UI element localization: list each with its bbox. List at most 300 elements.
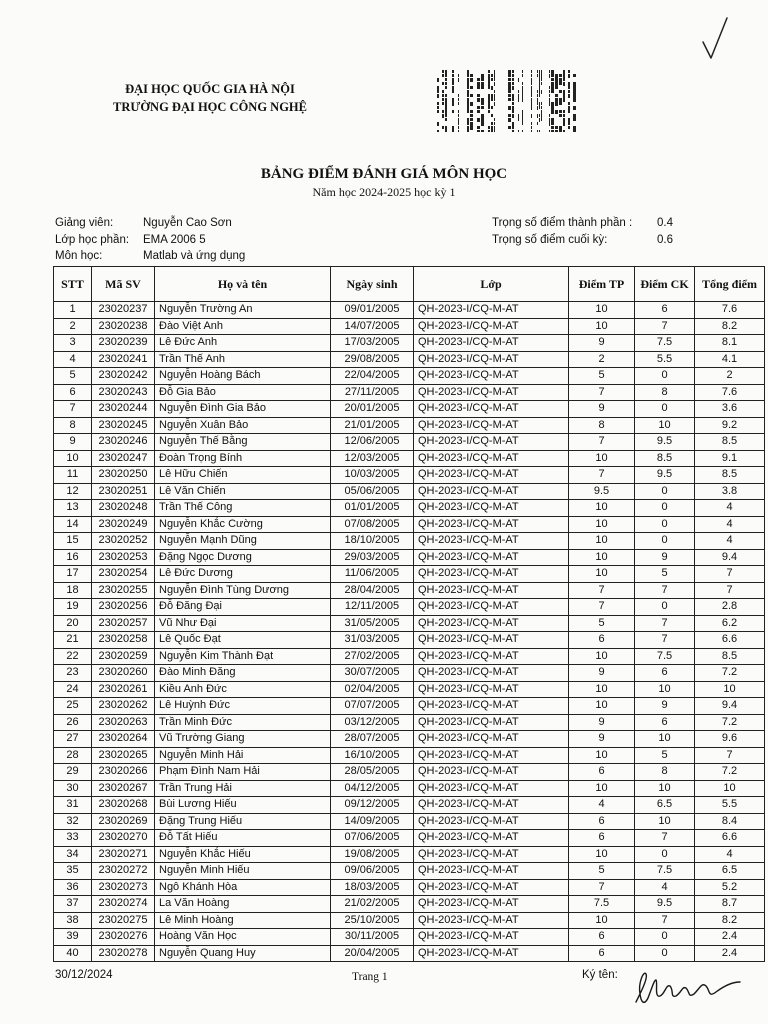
cell-student-id: 23020257 [92, 615, 155, 632]
cell-class: QH-2023-I/CQ-M-AT [414, 483, 569, 500]
table-row [54, 698, 765, 715]
table-row [54, 549, 765, 566]
table-row [54, 384, 765, 401]
cell-component-score: 5 [569, 615, 635, 632]
cell-component-score: 10 [569, 549, 635, 566]
cell-final-score: 7 [635, 615, 695, 632]
cell-full-name: Trần Trung Hải [155, 780, 331, 797]
school-name: TRƯỜNG ĐẠI HỌC CÔNG NGHỆ [113, 100, 307, 114]
cell-student-id: 23020252 [92, 533, 155, 550]
cell-birth-date: 17/03/2005 [331, 335, 414, 352]
cell-total-score: 8.2 [695, 318, 765, 335]
subject-value: Matlab và ứng dụng [143, 250, 246, 262]
cell-component-score: 9.5 [569, 483, 635, 500]
cell-final-score: 7 [635, 912, 695, 929]
cell-final-score: 10 [635, 681, 695, 698]
cell-final-score: 9.5 [635, 896, 695, 913]
cell-student-id: 23020268 [92, 797, 155, 814]
cell-total-score: 9.6 [695, 731, 765, 748]
table-row [54, 516, 765, 533]
cell-class: QH-2023-I/CQ-M-AT [414, 615, 569, 632]
cell-student-id: 23020247 [92, 450, 155, 467]
cell-stt: 18 [54, 582, 92, 599]
cell-final-score: 7 [635, 830, 695, 847]
component-weight-value: 0.4 [657, 217, 673, 229]
cell-class: QH-2023-I/CQ-M-AT [414, 747, 569, 764]
cell-stt: 19 [54, 599, 92, 616]
cell-full-name: Nguyễn Đình Tùng Dương [155, 582, 331, 599]
cell-component-score: 10 [569, 747, 635, 764]
cell-component-score: 10 [569, 450, 635, 467]
cell-final-score: 5 [635, 747, 695, 764]
cell-class: QH-2023-I/CQ-M-AT [414, 450, 569, 467]
cell-final-score: 6 [635, 665, 695, 682]
university-header [60, 80, 360, 116]
cell-final-score: 5 [635, 566, 695, 583]
table-row [54, 863, 765, 880]
cell-stt: 35 [54, 863, 92, 880]
cell-stt: 11 [54, 467, 92, 484]
cell-full-name: Vũ Như Đại [155, 615, 331, 632]
cell-student-id: 23020273 [92, 879, 155, 896]
cell-final-score: 10 [635, 417, 695, 434]
cell-class: QH-2023-I/CQ-M-AT [414, 929, 569, 946]
cell-final-score: 10 [635, 813, 695, 830]
cell-final-score: 7.5 [635, 335, 695, 352]
cell-full-name: Bùi Lương Hiếu [155, 797, 331, 814]
cell-birth-date: 19/08/2005 [331, 846, 414, 863]
cell-stt: 25 [54, 698, 92, 715]
cell-birth-date: 07/08/2005 [331, 516, 414, 533]
cell-component-score: 10 [569, 648, 635, 665]
cell-full-name: Phạm Đình Nam Hải [155, 764, 331, 781]
cell-full-name: Nguyễn Xuân Bảo [155, 417, 331, 434]
cell-class: QH-2023-I/CQ-M-AT [414, 516, 569, 533]
cell-total-score: 7.6 [695, 384, 765, 401]
cell-total-score: 7.6 [695, 302, 765, 319]
cell-component-score: 7 [569, 599, 635, 616]
table-row [54, 599, 765, 616]
cell-student-id: 23020255 [92, 582, 155, 599]
cell-final-score: 0 [635, 533, 695, 550]
cell-class: QH-2023-I/CQ-M-AT [414, 533, 569, 550]
cell-student-id: 23020270 [92, 830, 155, 847]
cell-stt: 22 [54, 648, 92, 665]
final-weight-value: 0.6 [657, 234, 673, 246]
cell-total-score: 6.6 [695, 830, 765, 847]
cell-class: QH-2023-I/CQ-M-AT [414, 846, 569, 863]
cell-full-name: Lê Minh Hoàng [155, 912, 331, 929]
cell-stt: 24 [54, 681, 92, 698]
cell-class: QH-2023-I/CQ-M-AT [414, 698, 569, 715]
cell-student-id: 23020246 [92, 434, 155, 451]
cell-stt: 12 [54, 483, 92, 500]
table-row [54, 368, 765, 385]
table-row [54, 318, 765, 335]
cell-total-score: 8.5 [695, 648, 765, 665]
cell-class: QH-2023-I/CQ-M-AT [414, 830, 569, 847]
cell-stt: 1 [54, 302, 92, 319]
cell-stt: 4 [54, 351, 92, 368]
cell-full-name: Đào Minh Đăng [155, 665, 331, 682]
cell-final-score: 8 [635, 384, 695, 401]
subject-label: Môn học: [55, 250, 103, 262]
cell-class: QH-2023-I/CQ-M-AT [414, 566, 569, 583]
table-row [54, 714, 765, 731]
cell-component-score: 5 [569, 863, 635, 880]
cell-stt: 32 [54, 813, 92, 830]
table-row [54, 483, 765, 500]
cell-total-score: 3.8 [695, 483, 765, 500]
cell-stt: 29 [54, 764, 92, 781]
cell-stt: 3 [54, 335, 92, 352]
cell-student-id: 23020274 [92, 896, 155, 913]
page-subtitle: Năm học 2024-2025 học kỳ 1 [312, 185, 456, 199]
cell-full-name: Trần Minh Đức [155, 714, 331, 731]
table-row [54, 632, 765, 649]
table-row [54, 681, 765, 698]
cell-total-score: 2 [695, 368, 765, 385]
cell-component-score: 10 [569, 566, 635, 583]
class-value: EMA 2006 5 [143, 234, 206, 246]
table-row [54, 434, 765, 451]
cell-full-name: Nguyễn Minh Hiếu [155, 863, 331, 880]
table-row [54, 813, 765, 830]
cell-full-name: Đoàn Trọng Bính [155, 450, 331, 467]
cell-full-name: Lê Đức Anh [155, 335, 331, 352]
cell-class: QH-2023-I/CQ-M-AT [414, 417, 569, 434]
cell-class: QH-2023-I/CQ-M-AT [414, 582, 569, 599]
cell-birth-date: 27/11/2005 [331, 384, 414, 401]
table-row [54, 335, 765, 352]
cell-birth-date: 22/04/2005 [331, 368, 414, 385]
cell-component-score: 9 [569, 335, 635, 352]
signature-label: Ký tên: [582, 969, 618, 981]
table-row [54, 929, 765, 946]
cell-component-score: 7 [569, 879, 635, 896]
cell-birth-date: 01/01/2005 [331, 500, 414, 517]
cell-component-score: 6 [569, 764, 635, 781]
cell-component-score: 10 [569, 318, 635, 335]
cell-student-id: 23020262 [92, 698, 155, 715]
cell-final-score: 8.5 [635, 450, 695, 467]
cell-component-score: 4 [569, 797, 635, 814]
cell-birth-date: 09/01/2005 [331, 302, 414, 319]
cell-class: QH-2023-I/CQ-M-AT [414, 632, 569, 649]
cell-total-score: 2.4 [695, 929, 765, 946]
cell-birth-date: 02/04/2005 [331, 681, 414, 698]
cell-final-score: 7 [635, 318, 695, 335]
cell-class: QH-2023-I/CQ-M-AT [414, 813, 569, 830]
header-full-name: Họ và tên [155, 267, 331, 302]
cell-final-score: 5.5 [635, 351, 695, 368]
cell-student-id: 23020265 [92, 747, 155, 764]
cell-component-score: 10 [569, 846, 635, 863]
cell-birth-date: 07/07/2005 [331, 698, 414, 715]
cell-class: QH-2023-I/CQ-M-AT [414, 797, 569, 814]
cell-student-id: 23020245 [92, 417, 155, 434]
cell-stt: 15 [54, 533, 92, 550]
cell-student-id: 23020261 [92, 681, 155, 698]
header-class: Lớp [414, 267, 569, 302]
component-weight-label: Trọng số điểm thành phần : [492, 217, 633, 229]
cell-final-score: 0 [635, 929, 695, 946]
cell-stt: 33 [54, 830, 92, 847]
cell-student-id: 23020275 [92, 912, 155, 929]
cell-full-name: Đỗ Gia Bảo [155, 384, 331, 401]
cell-component-score: 7 [569, 467, 635, 484]
header-birth-date: Ngày sinh [331, 267, 414, 302]
cell-full-name: Lê Văn Chiến [155, 483, 331, 500]
cell-component-score: 6 [569, 813, 635, 830]
cell-stt: 39 [54, 929, 92, 946]
header-student-id: Mã SV [92, 267, 155, 302]
cell-final-score: 0 [635, 500, 695, 517]
cell-full-name: Ngô Khánh Hòa [155, 879, 331, 896]
cell-stt: 13 [54, 500, 92, 517]
cell-component-score: 10 [569, 533, 635, 550]
cell-total-score: 7 [695, 582, 765, 599]
cell-birth-date: 12/11/2005 [331, 599, 414, 616]
cell-full-name: Đặng Trung Hiếu [155, 813, 331, 830]
cell-component-score: 9 [569, 401, 635, 418]
cell-student-id: 23020237 [92, 302, 155, 319]
cell-full-name: Đỗ Tất Hiếu [155, 830, 331, 847]
cell-birth-date: 21/01/2005 [331, 417, 414, 434]
cell-component-score: 10 [569, 500, 635, 517]
cell-class: QH-2023-I/CQ-M-AT [414, 401, 569, 418]
cell-stt: 8 [54, 417, 92, 434]
cell-total-score: 2.4 [695, 945, 765, 962]
cell-class: QH-2023-I/CQ-M-AT [414, 714, 569, 731]
cell-class: QH-2023-I/CQ-M-AT [414, 467, 569, 484]
cell-class: QH-2023-I/CQ-M-AT [414, 912, 569, 929]
cell-student-id: 23020244 [92, 401, 155, 418]
cell-birth-date: 20/01/2005 [331, 401, 414, 418]
cell-final-score: 9 [635, 549, 695, 566]
cell-total-score: 9.4 [695, 698, 765, 715]
cell-final-score: 7 [635, 582, 695, 599]
cell-student-id: 23020272 [92, 863, 155, 880]
cell-stt: 37 [54, 896, 92, 913]
cell-final-score: 9.5 [635, 434, 695, 451]
cell-stt: 5 [54, 368, 92, 385]
table-row [54, 467, 765, 484]
cell-birth-date: 28/07/2005 [331, 731, 414, 748]
cell-final-score: 7.5 [635, 863, 695, 880]
cell-full-name: Nguyễn Hoàng Bách [155, 368, 331, 385]
table-row [54, 566, 765, 583]
cell-stt: 16 [54, 549, 92, 566]
table-row [54, 648, 765, 665]
cell-total-score: 9.2 [695, 417, 765, 434]
footer-date: 30/12/2024 [55, 969, 113, 981]
cell-class: QH-2023-I/CQ-M-AT [414, 335, 569, 352]
cell-birth-date: 12/06/2005 [331, 434, 414, 451]
cell-final-score: 0 [635, 401, 695, 418]
cell-birth-date: 14/07/2005 [331, 318, 414, 335]
table-row [54, 533, 765, 550]
cell-component-score: 5 [569, 368, 635, 385]
cell-component-score: 7 [569, 384, 635, 401]
cell-student-id: 23020249 [92, 516, 155, 533]
lecturer-value: Nguyễn Cao Sơn [143, 217, 232, 229]
cell-total-score: 10 [695, 780, 765, 797]
cell-total-score: 5.5 [695, 797, 765, 814]
cell-student-id: 23020258 [92, 632, 155, 649]
cell-component-score: 10 [569, 912, 635, 929]
cell-student-id: 23020243 [92, 384, 155, 401]
cell-total-score: 8.5 [695, 467, 765, 484]
cell-final-score: 8 [635, 764, 695, 781]
table-row [54, 879, 765, 896]
table-row [54, 780, 765, 797]
cell-stt: 36 [54, 879, 92, 896]
table-row [54, 830, 765, 847]
cell-class: QH-2023-I/CQ-M-AT [414, 945, 569, 962]
cell-total-score: 4.1 [695, 351, 765, 368]
header-stt: STT [54, 267, 92, 302]
cell-final-score: 6 [635, 302, 695, 319]
cell-full-name: Nguyễn Mạnh Dũng [155, 533, 331, 550]
table-row [54, 615, 765, 632]
cell-student-id: 23020248 [92, 500, 155, 517]
cell-total-score: 7 [695, 747, 765, 764]
cell-total-score: 4 [695, 516, 765, 533]
cell-birth-date: 20/04/2005 [331, 945, 414, 962]
cell-birth-date: 03/12/2005 [331, 714, 414, 731]
cell-final-score: 10 [635, 780, 695, 797]
cell-full-name: Lê Hữu Chiến [155, 467, 331, 484]
cell-component-score: 7 [569, 582, 635, 599]
cell-student-id: 23020276 [92, 929, 155, 946]
cell-full-name: Đào Việt Anh [155, 318, 331, 335]
barcode-icon [437, 70, 583, 132]
cell-stt: 6 [54, 384, 92, 401]
cell-class: QH-2023-I/CQ-M-AT [414, 896, 569, 913]
table-row [54, 450, 765, 467]
cell-class: QH-2023-I/CQ-M-AT [414, 863, 569, 880]
cell-stt: 26 [54, 714, 92, 731]
cell-component-score: 6 [569, 945, 635, 962]
cell-class: QH-2023-I/CQ-M-AT [414, 665, 569, 682]
cell-student-id: 23020251 [92, 483, 155, 500]
table-row [54, 797, 765, 814]
cell-total-score: 7.2 [695, 764, 765, 781]
cell-total-score: 8.5 [695, 434, 765, 451]
cell-total-score: 2.8 [695, 599, 765, 616]
cell-student-id: 23020256 [92, 599, 155, 616]
cell-final-score: 6 [635, 714, 695, 731]
cell-full-name: Nguyễn Kim Thành Đạt [155, 648, 331, 665]
cell-birth-date: 11/06/2005 [331, 566, 414, 583]
cell-full-name: Nguyễn Minh Hải [155, 747, 331, 764]
cell-class: QH-2023-I/CQ-M-AT [414, 368, 569, 385]
header-final-score: Điểm CK [635, 267, 695, 302]
cell-component-score: 9 [569, 714, 635, 731]
cell-total-score: 8.4 [695, 813, 765, 830]
cell-birth-date: 29/03/2005 [331, 549, 414, 566]
table-row [54, 665, 765, 682]
cell-full-name: La Văn Hoàng [155, 896, 331, 913]
cell-birth-date: 31/05/2005 [331, 615, 414, 632]
cell-component-score: 10 [569, 516, 635, 533]
cell-total-score: 3.6 [695, 401, 765, 418]
signature-icon [632, 968, 742, 1010]
cell-total-score: 7 [695, 566, 765, 583]
table-row [54, 846, 765, 863]
cell-class: QH-2023-I/CQ-M-AT [414, 731, 569, 748]
cell-birth-date: 30/11/2005 [331, 929, 414, 946]
cell-class: QH-2023-I/CQ-M-AT [414, 599, 569, 616]
cell-component-score: 10 [569, 780, 635, 797]
cell-final-score: 10 [635, 731, 695, 748]
cell-birth-date: 21/02/2005 [331, 896, 414, 913]
cell-student-id: 23020271 [92, 846, 155, 863]
cell-class: QH-2023-I/CQ-M-AT [414, 500, 569, 517]
cell-total-score: 4 [695, 500, 765, 517]
table-row [54, 401, 765, 418]
cell-class: QH-2023-I/CQ-M-AT [414, 549, 569, 566]
cell-student-id: 23020266 [92, 764, 155, 781]
cell-class: QH-2023-I/CQ-M-AT [414, 434, 569, 451]
cell-birth-date: 16/10/2005 [331, 747, 414, 764]
cell-student-id: 23020253 [92, 549, 155, 566]
cell-student-id: 23020250 [92, 467, 155, 484]
table-row [54, 582, 765, 599]
cell-final-score: 0 [635, 368, 695, 385]
cell-student-id: 23020241 [92, 351, 155, 368]
cell-component-score: 10 [569, 681, 635, 698]
cell-component-score: 6 [569, 830, 635, 847]
cell-birth-date: 30/07/2005 [331, 665, 414, 682]
cell-birth-date: 18/03/2005 [331, 879, 414, 896]
cell-stt: 21 [54, 632, 92, 649]
cell-stt: 2 [54, 318, 92, 335]
cell-full-name: Hoàng Văn Học [155, 929, 331, 946]
cell-component-score: 9 [569, 665, 635, 682]
cell-full-name: Lê Đức Dương [155, 566, 331, 583]
cell-stt: 17 [54, 566, 92, 583]
cell-total-score: 8.1 [695, 335, 765, 352]
header-total-score: Tổng điểm [695, 267, 765, 302]
cell-stt: 38 [54, 912, 92, 929]
cell-component-score: 2 [569, 351, 635, 368]
cell-full-name: Nguyễn Khắc Cường [155, 516, 331, 533]
cell-component-score: 7 [569, 434, 635, 451]
cell-total-score: 8.2 [695, 912, 765, 929]
cell-total-score: 6.2 [695, 615, 765, 632]
cell-final-score: 7.5 [635, 648, 695, 665]
university-name: ĐẠI HỌC QUỐC GIA HÀ NỘI [125, 82, 295, 96]
cell-full-name: Trần Thế Anh [155, 351, 331, 368]
checkmark-icon [700, 14, 730, 64]
table-row [54, 764, 765, 781]
cell-component-score: 7.5 [569, 896, 635, 913]
cell-component-score: 9 [569, 731, 635, 748]
cell-class: QH-2023-I/CQ-M-AT [414, 318, 569, 335]
cell-class: QH-2023-I/CQ-M-AT [414, 648, 569, 665]
table-row [54, 500, 765, 517]
cell-component-score: 8 [569, 417, 635, 434]
cell-full-name: Nguyễn Khắc Hiếu [155, 846, 331, 863]
cell-full-name: Vũ Trường Giang [155, 731, 331, 748]
cell-birth-date: 10/03/2005 [331, 467, 414, 484]
cell-stt: 30 [54, 780, 92, 797]
cell-total-score: 5.2 [695, 879, 765, 896]
cell-stt: 10 [54, 450, 92, 467]
lecturer-label: Giảng viên: [55, 217, 114, 229]
